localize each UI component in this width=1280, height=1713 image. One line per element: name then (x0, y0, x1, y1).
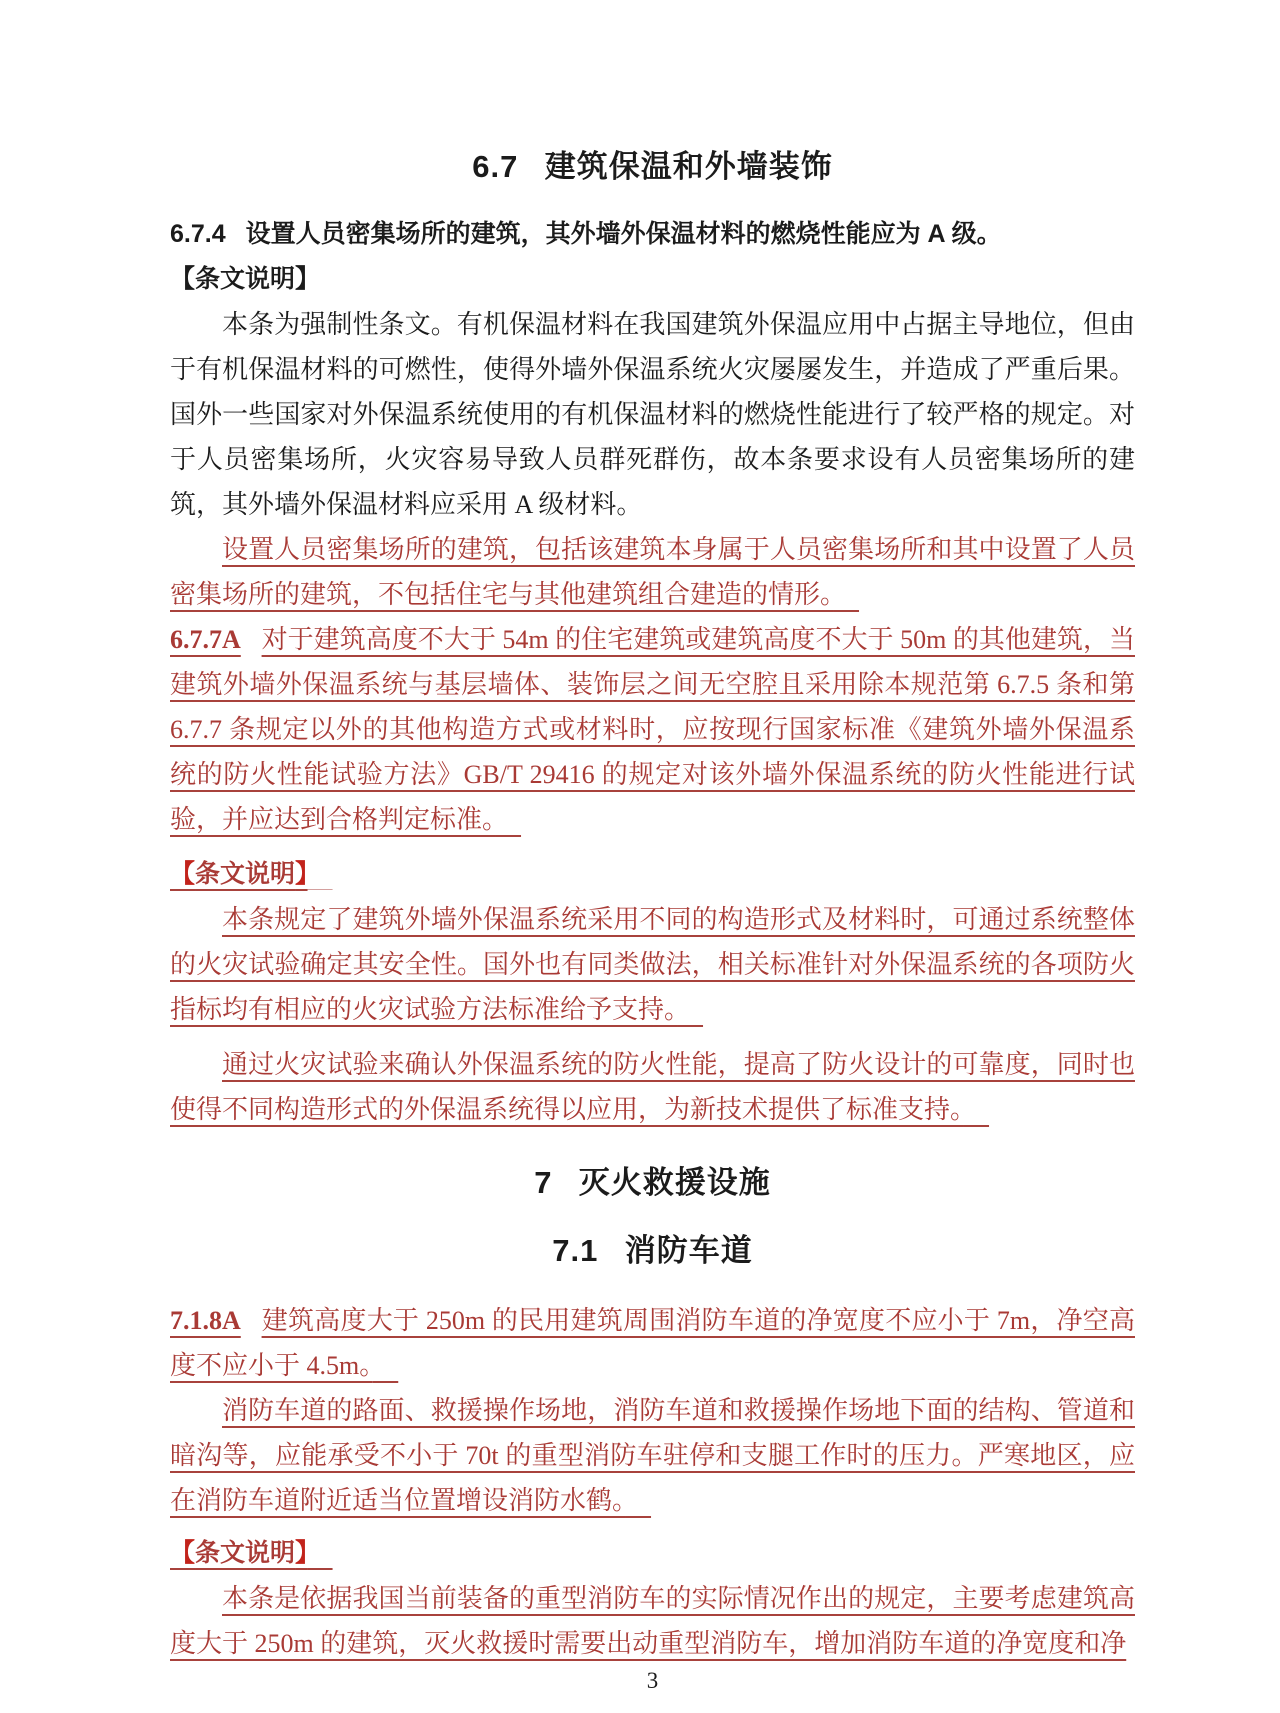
provision-text: 对于建筑高度不大于 54m 的住宅建筑或建筑高度不大于 50m 的其他建筑，当建筑外墙外保温系统与基层墙体、装饰层之间无空腔且采用除本规范第 6.7.5 条和第 6.7.7 条规定以外的其他构造方式或材料时，应按现行国家标准《建筑外墙外保温系统的防火性能试验方法》GB/T 29416 的规定对该外墙外保温系统的防火性能进行试验，并应达到合格判定标准。 (170, 625, 1135, 834)
clause-note-text: 条文说明 (195, 860, 296, 888)
provision-number: 7.1.8A (170, 1306, 241, 1335)
close-bracket: 】 (295, 1539, 308, 1567)
provision-6-7-4 (170, 212, 1135, 257)
chapter-heading-7 (170, 1164, 1135, 1202)
explanation-7-1-8A: 本条是依据我国当前装备的重型消防车的实际情况作出的规定，主要考虑建筑高度大于 250m 的建筑，灭火救援时需要出动重型消防车，增加消防车道的净宽度和净 (170, 1584, 1135, 1658)
chapter-title: 建筑保温和外墙装饰 (544, 149, 833, 184)
open-bracket: 【 (170, 1539, 196, 1567)
chapter-title: 灭火救援设施 (578, 1165, 771, 1200)
chapter-heading-6-7 (170, 148, 1135, 186)
page-number: 3 (646, 1668, 659, 1693)
open-bracket: 【 (170, 265, 196, 293)
provision-7-1-8A-road-para: 消防车道的路面、救援操作场地，消防车道和救援操作场地下面的结构、管道和暗沟等，应能承受不小于 70t 的重型消防车驻停和支腿工作时的压力。严寒地区，应在消防车道附近适当位置增设消防水鹤。 (170, 1396, 1135, 1515)
section-heading-7-1 (170, 1232, 1135, 1270)
chapter-number: 6.7 (472, 149, 519, 184)
clause-note-label-red-2 (170, 1531, 1135, 1576)
section-number: 7.1 (552, 1233, 599, 1268)
explanation-6-7-7A-para-1: 本条规定了建筑外墙外保温系统采用不同的构造形式及材料时，可通过系统整体的火灾试验确定其安全性。国外也有同类做法，相关标准针对外保温系统的各项防火指标均有相应的火灾试验方法标准给予支持。 (170, 905, 1135, 1024)
clause-note-label-red-1 (170, 852, 1135, 897)
section-title: 消防车道 (624, 1233, 753, 1268)
provision-text: 建筑高度大于 250m 的民用建筑周围消防车道的净宽度不应小于 7m，净空高度不应小于 4.5m。 (170, 1306, 1135, 1380)
open-bracket: 【 (170, 860, 196, 888)
explanation-6-7-7A-para-2: 通过火灾试验来确认外保温系统的防火性能，提高了防火设计的可靠度，同时也使得不同构造形式的外保温系统得以应用，为新技术提供了标准支持。 (170, 1050, 1135, 1124)
chapter-number: 7 (534, 1165, 553, 1200)
provision-6-7-7A (170, 617, 1135, 842)
clause-note-text: 条文说明 (195, 265, 296, 293)
provision-number: 6.7.4 (170, 220, 226, 248)
explanation-6-7-4: 本条为强制性条文。有机保温材料在我国建筑外保温应用中占据主导地位，但由于有机保温材料的可燃性，使得外墙外保温系统火灾屡屡发生，并造成了严重后果。国外一些国家对外保温系统使用的有机保温材料的燃烧性能进行了较严格的规定。对于人员密集场所，火灾容易导致人员群死群伤，故本条要求设有人员密集场所的建筑，其外墙外保温材料应采用 A 级材料。 (170, 310, 1135, 519)
clause-note-label-black (170, 257, 1135, 302)
explanation-6-7-4-inserted: 设置人员密集场所的建筑，包括该建筑本身属于人员密集场所和其中设置了人员密集场所的建筑，不包括住宅与其他建筑组合建造的情形。 (170, 535, 1135, 609)
close-bracket: 】 (295, 860, 308, 888)
close-bracket: 】 (295, 265, 321, 293)
provision-7-1-8A (170, 1298, 1135, 1388)
provision-text: 设置人员密集场所的建筑，其外墙外保温材料的燃烧性能应为 A 级。 (245, 220, 1002, 248)
clause-note-text: 条文说明 (195, 1539, 296, 1567)
provision-number: 6.7.7A (170, 625, 241, 654)
